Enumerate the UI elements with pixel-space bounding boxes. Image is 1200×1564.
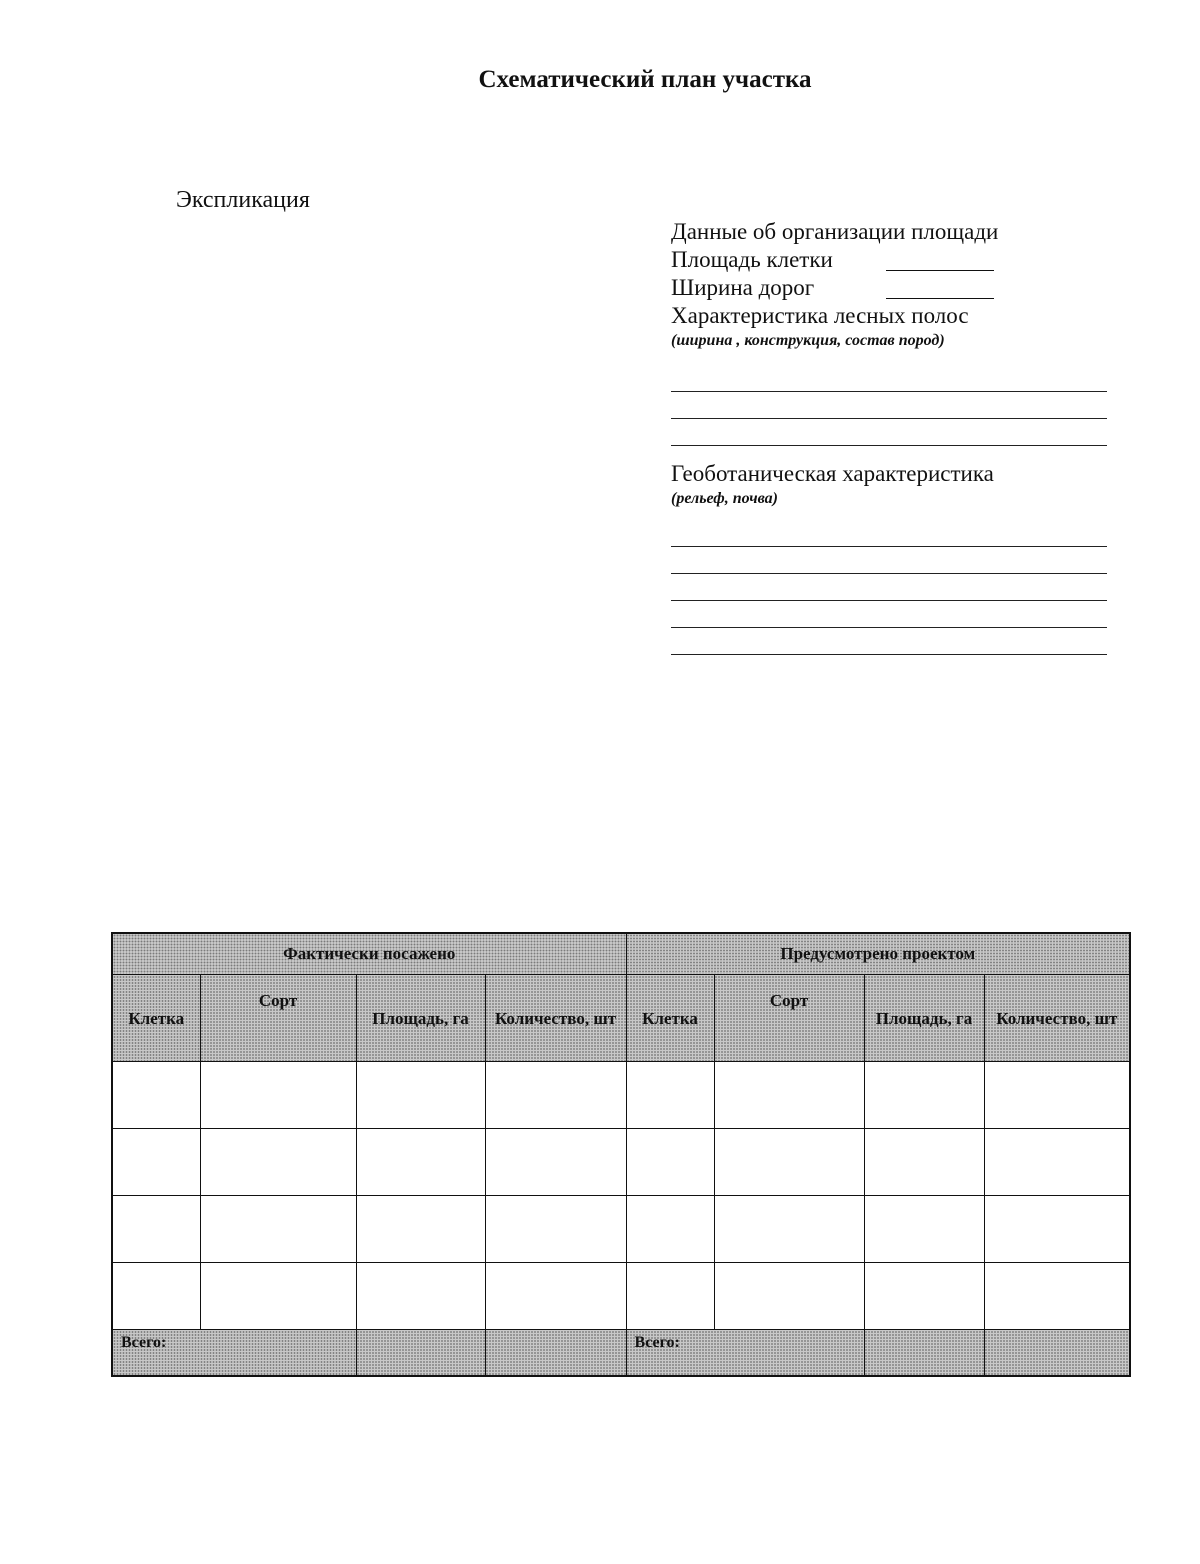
planted-total-quantity[interactable]: [485, 1330, 626, 1377]
table-cell[interactable]: [984, 1196, 1130, 1263]
write-in-line[interactable]: [671, 365, 1107, 392]
table-row: [112, 1062, 1130, 1129]
table-cell[interactable]: [714, 1196, 864, 1263]
table-cell[interactable]: [714, 1062, 864, 1129]
total-row: [112, 1330, 1130, 1377]
planned-total-quantity[interactable]: [984, 1330, 1130, 1377]
column-header-area: Площадь, га: [356, 975, 485, 1062]
table-cell[interactable]: [200, 1062, 356, 1129]
geobotanical-hint: (рельеф, почва): [671, 490, 778, 507]
forest-strips-hint: (ширина , конструкция, состав пород): [671, 332, 945, 349]
forest-strips-lines: [671, 365, 1107, 446]
table-cell[interactable]: [864, 1263, 984, 1330]
planting-table: [111, 932, 1131, 1377]
write-in-line[interactable]: [671, 547, 1107, 574]
write-in-line[interactable]: [671, 419, 1107, 446]
table-cell[interactable]: [112, 1196, 200, 1263]
column-header-cell: Клетка: [112, 975, 200, 1062]
table-cell[interactable]: [626, 1263, 714, 1330]
table-cell[interactable]: [200, 1263, 356, 1330]
column-header-cell: Клетка: [626, 975, 714, 1062]
table-cell[interactable]: [112, 1263, 200, 1330]
road-width-blank-field[interactable]: [886, 298, 994, 299]
table-cell[interactable]: [626, 1196, 714, 1263]
planted-total-area[interactable]: [356, 1330, 485, 1377]
table-cell[interactable]: [200, 1196, 356, 1263]
table-cell[interactable]: [112, 1129, 200, 1196]
area-data-block: [671, 218, 1107, 655]
road-width-row: [671, 274, 1107, 302]
table-cell[interactable]: [485, 1129, 626, 1196]
table-cell[interactable]: [984, 1263, 1130, 1330]
column-header-quantity: Количество, шт: [485, 975, 626, 1062]
table-cell[interactable]: [356, 1062, 485, 1129]
table-row: [112, 1129, 1130, 1196]
planned-group-header: Предусмотрено проектом: [626, 933, 1130, 975]
table-cell[interactable]: [984, 1129, 1130, 1196]
write-in-line[interactable]: [671, 601, 1107, 628]
table-row: [112, 1196, 1130, 1263]
table-cell[interactable]: [485, 1263, 626, 1330]
road-width-label: Ширина дорог: [671, 275, 815, 300]
table-cell[interactable]: [864, 1196, 984, 1263]
table-cell[interactable]: [626, 1129, 714, 1196]
column-header-variety: Сорт: [200, 975, 356, 1062]
column-header-area: Площадь, га: [864, 975, 984, 1062]
area-data-heading: Данные об организации площади: [671, 219, 999, 244]
write-in-line[interactable]: [671, 574, 1107, 601]
table-cell[interactable]: [485, 1196, 626, 1263]
explication-heading: Экспликация: [176, 187, 310, 213]
table-cell[interactable]: [984, 1062, 1130, 1129]
cell-area-row: [671, 246, 1107, 274]
column-header-variety: Сорт: [714, 975, 864, 1062]
table-cell[interactable]: [714, 1129, 864, 1196]
table-cell[interactable]: [200, 1129, 356, 1196]
column-header-quantity: Количество, шт: [984, 975, 1130, 1062]
table-cell[interactable]: [626, 1062, 714, 1129]
geobotanical-lines: [671, 520, 1107, 655]
table-cell[interactable]: [356, 1196, 485, 1263]
geobotanical-label: Геоботаническая характеристика: [671, 461, 994, 486]
table-cell[interactable]: [485, 1062, 626, 1129]
table-cell[interactable]: [356, 1129, 485, 1196]
table-cell[interactable]: [864, 1129, 984, 1196]
planned-total-area[interactable]: [864, 1330, 984, 1377]
table-cell[interactable]: [864, 1062, 984, 1129]
write-in-line[interactable]: [671, 628, 1107, 655]
cell-area-blank-field[interactable]: [886, 270, 994, 271]
table-cell[interactable]: [112, 1062, 200, 1129]
table-cell[interactable]: [714, 1263, 864, 1330]
planted-total-label: Всего:: [112, 1330, 356, 1377]
table-row: [112, 1263, 1130, 1330]
write-in-line[interactable]: [671, 520, 1107, 547]
planted-group-header: Фактически посажено: [112, 933, 626, 975]
forest-strips-label: Характеристика лесных полос: [671, 303, 969, 328]
page-title: Схематический план участка: [478, 66, 812, 93]
table-cell[interactable]: [356, 1263, 485, 1330]
write-in-line[interactable]: [671, 392, 1107, 419]
cell-area-label: Площадь клетки: [671, 247, 833, 272]
planned-total-label: Всего:: [626, 1330, 864, 1377]
